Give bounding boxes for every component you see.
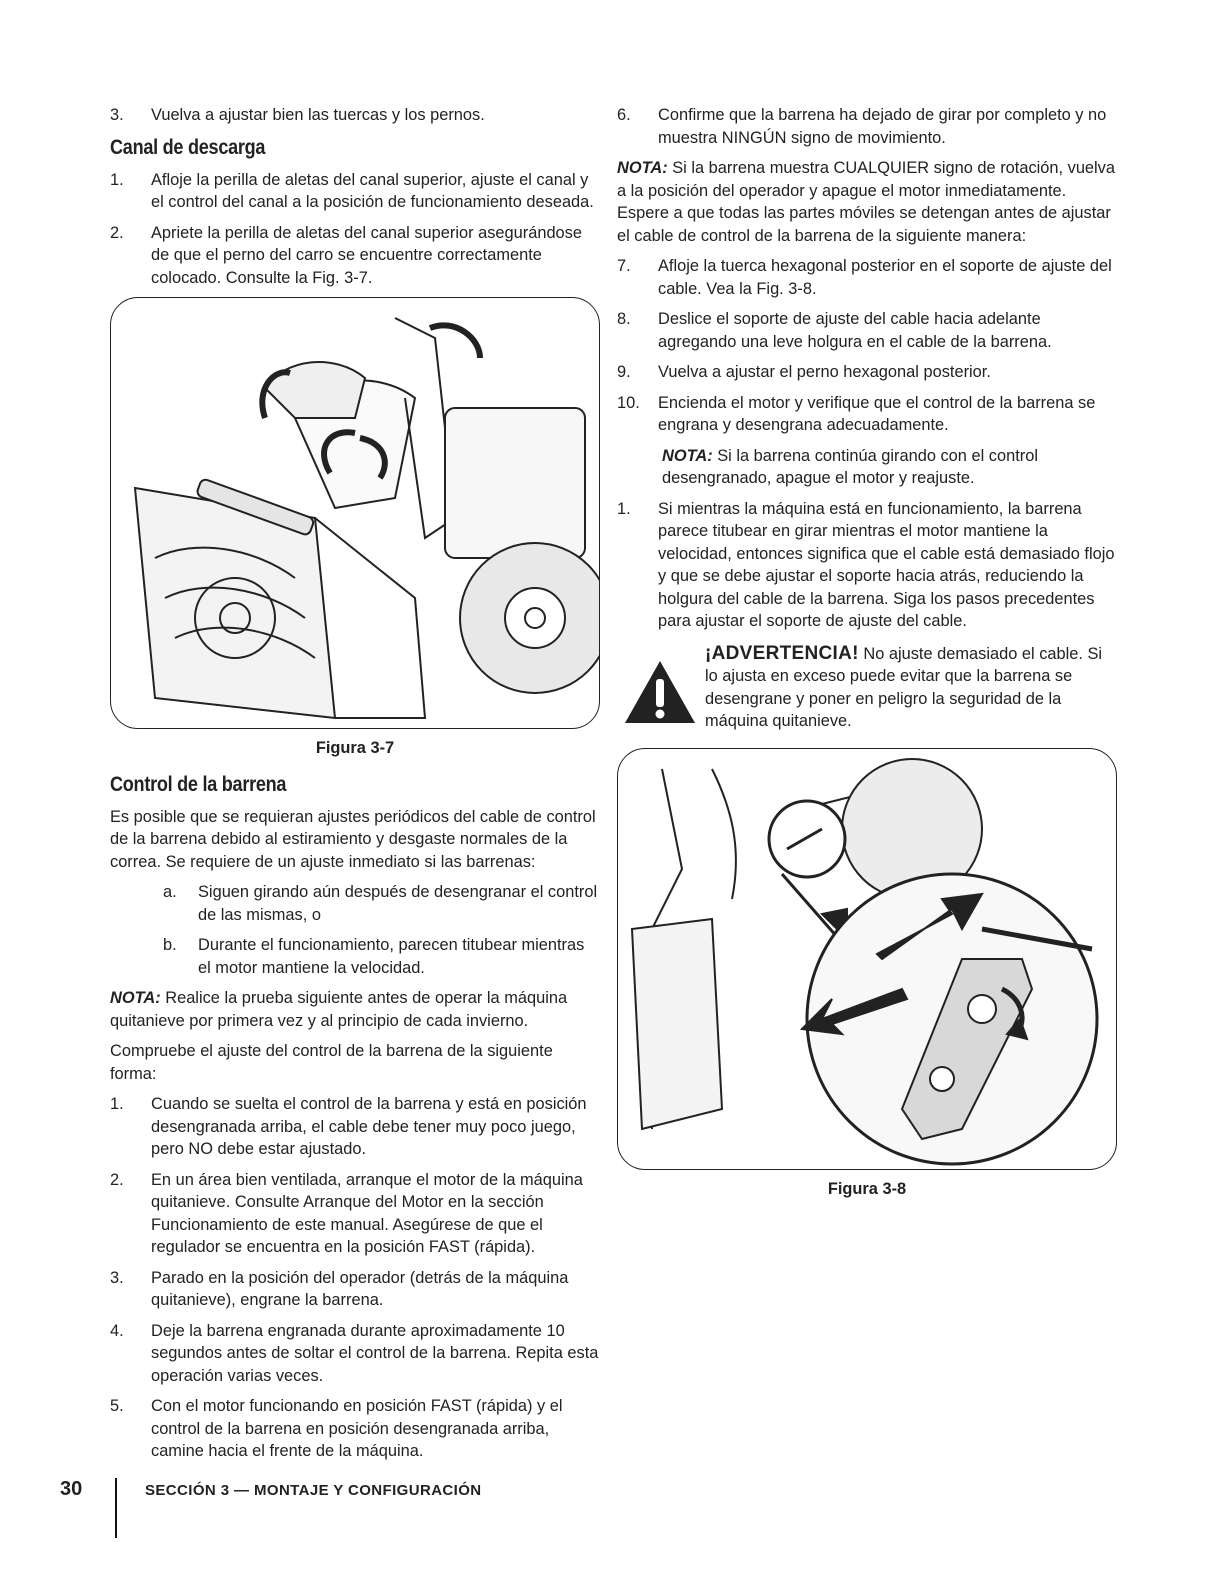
item-number: 8. (617, 310, 631, 328)
warning-box (617, 643, 1117, 738)
item-number: 9. (617, 363, 631, 381)
paragraph: Es posible que se requieran ajustes periódicos del cable de control de la barrena debido al estiramiento y desgaste normales de la correa. Se requiere de un ajuste inmediato si las barrenas: (110, 807, 596, 871)
list-item (110, 104, 600, 127)
note-label: NOTA: (110, 989, 161, 1007)
item-number: 2. (110, 223, 124, 242)
note (617, 157, 1117, 247)
item-number: 1. (110, 170, 124, 189)
item-text: Cuando se suelta el control de la barrena y está en posición desengranada arriba, el cable debe tener muy poco juego, pero NO debe estar ajustado. (151, 1095, 587, 1158)
list-item (617, 361, 1117, 384)
item-number: 4. (110, 1321, 124, 1340)
figure-3-7 (110, 297, 600, 729)
cable-adjustment-illustration (618, 749, 1116, 1169)
item-text: Deslice el soporte de ajuste del cable hacia adelante agregando una leve holgura en el cable de la barrena. (658, 310, 1052, 351)
item-number: 3. (110, 1268, 124, 1287)
list-item (110, 169, 600, 214)
item-text: Deje la barrena engranada durante aproximadamente 10 segundos antes de soltar el control de la barrena. Repita esta operación varias veces. (151, 1321, 599, 1385)
item-text: Encienda el motor y verifique que el control de la barrena se engrana y desengrana adecuadamente. (658, 393, 1096, 434)
item-number: 3. (110, 106, 124, 124)
list-item (110, 934, 600, 979)
note-text: Si la barrena continúa girando con el control desengranado, apague el motor y reajuste. (662, 446, 1038, 487)
figure-caption: Figura 3-8 (827, 1179, 907, 1198)
list-item (617, 392, 1117, 437)
item-number: 7. (617, 257, 631, 275)
list-item (617, 498, 1117, 633)
item-text: Si mientras la máquina está en funcionamiento, la barrena parece titubear en girar mientras el motor mantiene la velocidad, entonces significa que el cable está demasiado flojo y que se debe ajustar el soporte hacia atrás, reduciendo la holgura del cable de la barrena. Siga los pasos precedentes para ajustar el soporte de ajuste del cable. (658, 499, 1115, 630)
item-letter: b. (163, 936, 177, 954)
item-number: 5. (110, 1397, 124, 1415)
section-heading-auger: Control de la barrena (110, 772, 287, 796)
paragraph: Compruebe el ajuste del control de la barrena de la siguiente forma: (110, 1042, 553, 1083)
item-letter: a. (163, 883, 177, 901)
item-text: Vuelva a ajustar bien las tuercas y los pernos. (151, 106, 485, 124)
list-item (110, 1395, 600, 1463)
snowblower-chute-illustration (111, 298, 599, 728)
list-item (617, 255, 1117, 300)
list-item (617, 104, 1117, 149)
left-column (110, 104, 600, 1471)
list-item (110, 1093, 600, 1161)
note-text: Realice la prueba siguiente antes de operar la máquina quitanieve por primera vez y al principio de cada invierno. (110, 989, 568, 1030)
note-label: NOTA: (617, 159, 668, 177)
note (617, 445, 1117, 490)
item-number: 2. (110, 1170, 124, 1189)
footer-divider (115, 1478, 117, 1538)
warning-text: No ajuste demasiado el cable. Si lo ajusta en exceso puede evitar que la barrena se desengrane y poner en peligro la seguridad de la máquina quitanieve. (705, 644, 1103, 730)
item-text: Afloje la perilla de aletas del canal superior, ajuste el canal y el control del canal a la posición de funcionamiento deseada. (151, 170, 594, 211)
item-text: Apriete la perilla de aletas del canal superior asegurándose de que el perno del carro se encuentre correctamente colocado. Consulte la Fig. 3-7. (151, 223, 582, 287)
item-number: 6. (617, 106, 631, 124)
item-text: Confirme que la barrena ha dejado de girar por completo y no muestra NINGÚN signo de movimiento. (658, 106, 1107, 147)
list-item (110, 1267, 600, 1312)
item-text: Afloje la tuerca hexagonal posterior en el soporte de ajuste del cable. Vea la Fig. 3-8. (658, 257, 1112, 298)
figure-3-8 (617, 748, 1117, 1170)
figure-caption: Figura 3-7 (315, 739, 395, 757)
page-number: 30 (60, 1478, 83, 1500)
note (110, 987, 600, 1032)
list-item (617, 308, 1117, 353)
warning-triangle-icon (623, 659, 697, 725)
item-number: 10. (617, 393, 640, 412)
list-item (110, 222, 600, 290)
list-item (110, 1320, 600, 1388)
item-text: Parado en la posición del operador (detrás de la máquina quitanieve), engrane la barrena. (151, 1268, 569, 1309)
item-text: Durante el funcionamiento, parecen titubear mientras el motor mantiene la velocidad. (198, 936, 585, 977)
warning-title: ¡ADVERTENCIA! (705, 642, 859, 664)
item-number: 1. (617, 499, 631, 518)
section-heading-chute: Canal de descarga (110, 135, 266, 159)
item-text: En un área bien ventilada, arranque el motor de la máquina quitanieve. Consulte Arranque del Motor en la sección Funcionamiento de este manual. Asegúrese de que el regulador se encuentra en la posición FAST (rápida). (151, 1170, 583, 1256)
list-item (110, 1169, 600, 1259)
item-text: Siguen girando aún después de desengranar el control de las mismas, o (198, 883, 598, 924)
list-item (110, 881, 600, 926)
footer-section-title: SECCIÓN 3 — MONTAJE Y CONFIGURACIÓN (145, 1482, 482, 1499)
note-label: NOTA: (662, 446, 713, 465)
item-text: Con el motor funcionando en posición FAST (rápida) y el control de la barrena en posición desengranada arriba, camine hacia el frente de la máquina. (151, 1397, 563, 1460)
item-text: Vuelva a ajustar el perno hexagonal posterior. (658, 363, 991, 381)
right-column (617, 104, 1117, 1212)
item-number: 1. (110, 1095, 124, 1113)
note-text: Si la barrena muestra CUALQUIER signo de rotación, vuelva a la posición del operador y apague el motor inmediatamente. Espere a que todas las partes móviles se detengan antes de ajustar el cable de control de la barrena de la siguiente manera: (617, 159, 1115, 245)
